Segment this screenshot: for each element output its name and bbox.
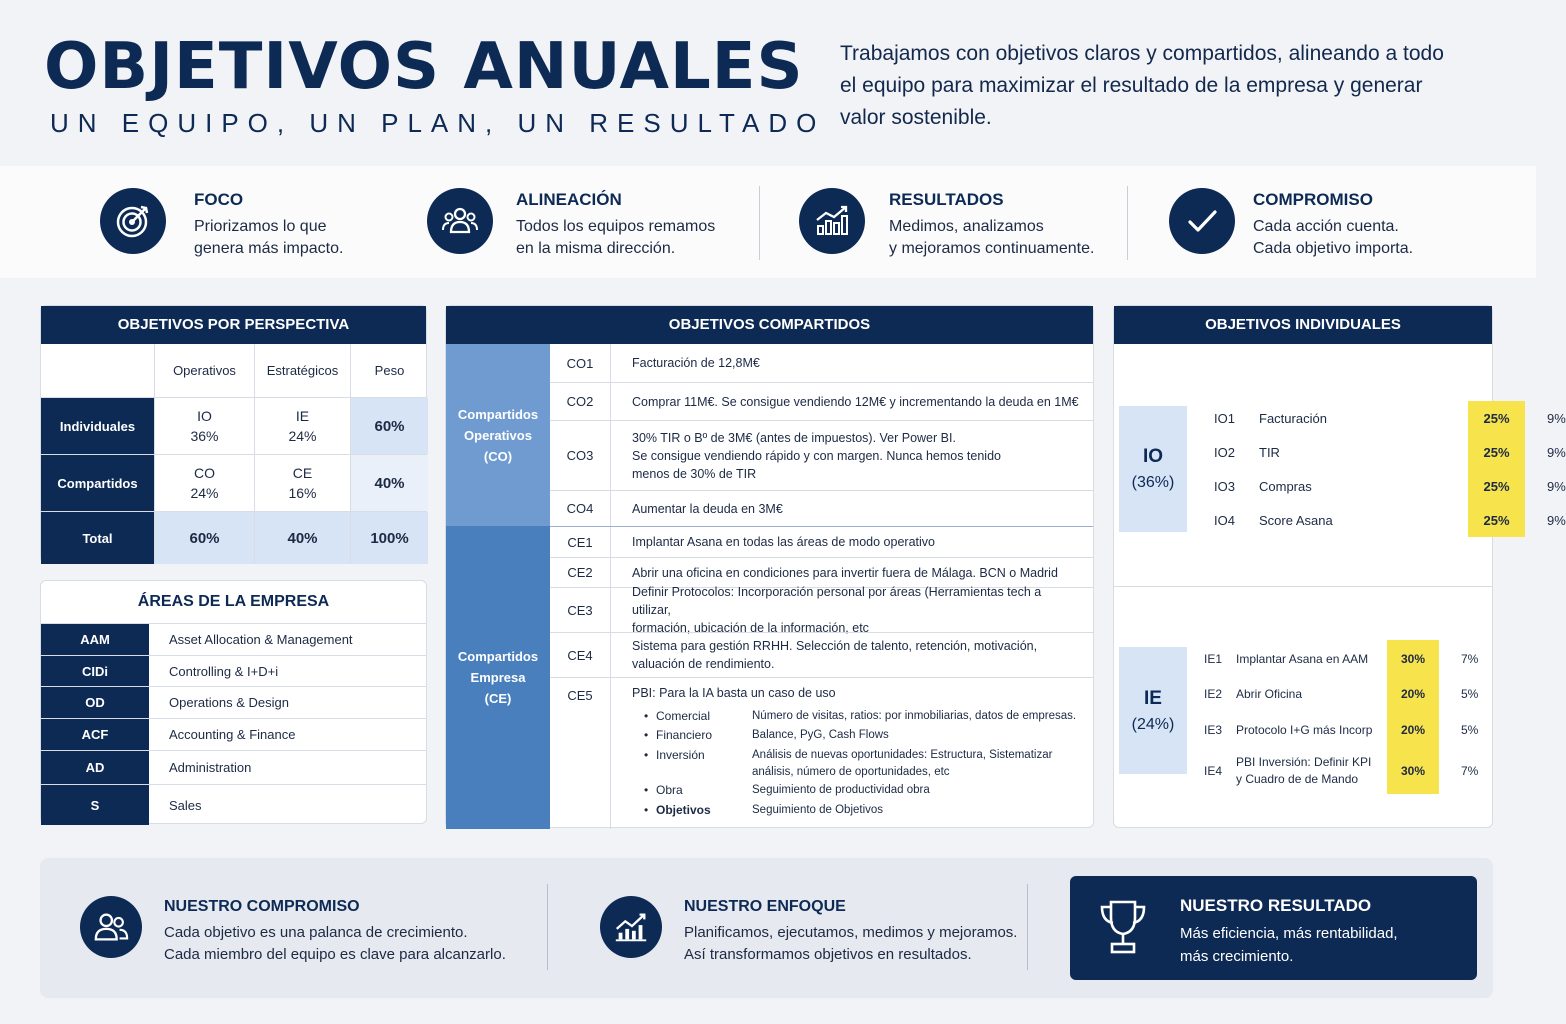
table-row: IO4 Score Asana 25% 9% (1214, 503, 1484, 537)
objective-code: CO4 (550, 491, 611, 526)
group-label-ce: Compartidos Empresa (CE) (446, 526, 550, 829)
objective-desc: Implantar Asana en todas las áreas de modo operativo (632, 535, 935, 549)
page-title: OBJETIVOS ANUALES (44, 30, 804, 104)
value-title: RESULTADOS (889, 190, 1004, 209)
bottom-desc: Cada objetivo es una palanca de crecimiento. Cada miembro del equipo es clave para alcanzarlo. (164, 924, 506, 963)
objective-code: CO3 (550, 421, 611, 490)
card-title: ÁREAS DE LA EMPRESA (137, 593, 330, 610)
trophy-icon (1096, 898, 1150, 963)
table-header-row (41, 344, 426, 398)
area-code: CIDi (41, 656, 149, 686)
value-title: ALINEACIÓN (516, 190, 622, 209)
divider (1127, 186, 1128, 260)
area-name: Sales (169, 797, 202, 813)
page-subtitle: UN EQUIPO, UN PLAN, UN RESULTADO (50, 108, 826, 138)
value-desc: Cada acción cuenta. Cada objetivo importa. (1253, 218, 1414, 257)
divider (547, 884, 548, 970)
area-name: Administration (169, 760, 252, 775)
objective-desc: Facturación de 12,8M€ (632, 356, 760, 370)
objective-code: CO2 (550, 383, 611, 420)
table-row: IE1 Implantar Asana en AAM 30% 7% (1204, 640, 1484, 678)
table-row (550, 632, 1093, 677)
value-title: FOCO (194, 190, 244, 209)
bottom-resultado (1070, 876, 1477, 980)
divider (1027, 884, 1028, 970)
objective-desc: PBI: Para la IA basta un caso de uso (632, 686, 836, 700)
growth-chart-icon (799, 188, 865, 254)
value-desc: Todos los equipos remamos en la misma dirección. (516, 218, 716, 257)
area-code: ACF (41, 719, 149, 750)
card-title: OBJETIVOS INDIVIDUALES (1114, 306, 1492, 344)
card-title: OBJETIVOS COMPARTIDOS (446, 306, 1093, 344)
group-ie: IE (24%) (1119, 647, 1187, 774)
group-label-co: Compartidos Operativos (CO) (446, 344, 550, 526)
bottom-desc: Más eficiencia, más rentabilidad, más crecimiento. (1180, 925, 1398, 965)
objective-desc: Definir Protocolos: Incorporación personal por áreas (Herramientas tech a utilizar, formación, ubicación de la información, etc (632, 585, 1042, 635)
list-item (41, 784, 426, 825)
bottom-title: NUESTRO RESULTADO (1180, 896, 1372, 915)
objective-desc: Comprar 11M€. Se consigue vendiendo 12M€ y incrementando la deuda en 1M€ (632, 394, 1079, 409)
values-band (0, 166, 1536, 278)
row-label: Individuales (41, 398, 155, 454)
bottom-desc: Planificamos, ejecutamos, medimos y mejoramos. Así transformamos objetivos en resultados. (684, 924, 1018, 963)
target-icon (100, 188, 166, 254)
growth-chart-icon (600, 896, 662, 958)
table-row (550, 585, 1093, 635)
weight-cell: 60% (351, 398, 428, 454)
table-row: IO3 Compras 25% 9% (1214, 469, 1484, 503)
table-row (41, 398, 426, 455)
header (44, 32, 825, 139)
table-row (550, 344, 1093, 382)
objective-desc: 30% TIR o Bº de 3M€ (antes de impuestos). Ver Power BI. Se consigue vendiendo rápido y con margen. Nunca hemos tenido menos de 30% de TIR (632, 430, 1001, 481)
objective-code: CE4 (550, 633, 611, 677)
weight-cell: 40% (351, 455, 428, 511)
objective-code: CE5 (550, 678, 611, 829)
compartidos-card (445, 305, 1094, 828)
area-name: Controlling & I+D+i (169, 663, 279, 679)
area-code: AAM (41, 624, 149, 655)
check-icon (1169, 188, 1235, 254)
objective-code: CO1 (550, 344, 611, 382)
area-name: Operations & Design (169, 695, 289, 710)
table-row: IO2 TIR 25% 9% (1214, 435, 1484, 469)
total-cell: 60% (155, 512, 255, 564)
total-cell: 100% (351, 512, 428, 564)
table-row: IE3 Protocolo I+G más Incorp 20% 5% (1204, 712, 1484, 748)
team-icon (427, 188, 493, 254)
area-code: S (41, 785, 149, 825)
table-row: IE4 PBI Inversión: Definir KPI y Cuadro de de Mando 30% 7% (1204, 748, 1484, 794)
table-row (550, 490, 1093, 526)
table-cell: IE 24% (255, 398, 351, 454)
divider (759, 186, 760, 260)
card-title: OBJETIVOS POR PERSPECTIVA (41, 306, 426, 344)
table-row (550, 382, 1093, 420)
table-cell: IO 36% (155, 398, 255, 454)
objective-code: CE2 (550, 558, 611, 587)
area-code: AD (41, 751, 149, 784)
table-row (550, 420, 1093, 490)
group-io: IO (36%) (1119, 406, 1187, 532)
list-item (41, 718, 426, 750)
objective-desc: Aumentar la deuda en 3M€ (632, 501, 783, 516)
objective-code: CE1 (550, 527, 611, 557)
list-item (41, 655, 426, 686)
value-title: COMPROMISO (1253, 190, 1373, 209)
total-cell: 40% (255, 512, 351, 564)
list-item (41, 623, 426, 655)
list-item (41, 750, 426, 784)
individuales-card (1113, 305, 1566, 828)
table-header: Estratégicos (255, 344, 351, 397)
value-desc: Medimos, analizamos y mejoramos continuamente. (889, 218, 1095, 257)
table-cell: CE 16% (255, 455, 351, 511)
row-label: Total (41, 512, 155, 564)
bottom-title: NUESTRO ENFOQUE (684, 898, 846, 915)
bottom-band (40, 858, 1493, 998)
value-desc: Priorizamos lo que genera más impacto. (194, 218, 344, 257)
table-row: CE5 PBI: Para la IA basta un caso de uso • Comercial Número de visitas, ratios: por inmobiliarias, datos de empresas. • Financiero Balance, PyG, Cash Flows • Inversión Análisis de nuevas oportunidades: Estructura, Sistematizar análisis, número de oportunidades, etc • Obra Seguimiento de productividad obra • Objetivos Seguimiento de Objetivos (550, 677, 1093, 829)
table-row: IE2 Abrir Oficina 20% 5% (1204, 676, 1484, 712)
area-code: OD (41, 687, 149, 718)
table-row: IO1 Facturación 25% 9% (1214, 401, 1484, 435)
objective-desc: Abrir una oficina en condiciones para invertir fuera de Málaga. BCN o Madrid (632, 565, 1058, 580)
area-name: Accounting & Finance (169, 727, 296, 742)
table-cell: CO 24% (155, 455, 255, 511)
bottom-title: NUESTRO COMPROMISO (164, 898, 360, 915)
table-total-row (41, 512, 426, 564)
perspectiva-card (40, 305, 427, 563)
divider (1114, 586, 1492, 587)
table-header: Operativos (155, 344, 255, 397)
table-row (550, 526, 1093, 557)
table-row (41, 455, 426, 512)
table-corner (41, 344, 155, 397)
row-label: Compartidos (41, 455, 155, 511)
areas-card (40, 580, 427, 824)
people-icon (80, 896, 142, 958)
list-item (41, 686, 426, 718)
area-name: Asset Allocation & Management (169, 632, 353, 647)
table-header: Peso (374, 363, 405, 378)
objective-desc: Sistema para gestión RRHH. Selección de talento, retención, motivación, valuación de rendimiento. (632, 639, 1038, 671)
intro-text: Trabajamos con objetivos claros y compartidos, alineando a todo el equipo para maximizar el resultado de la empresa y generar valor sostenible. (840, 42, 1444, 129)
objective-code: CE3 (550, 588, 611, 632)
